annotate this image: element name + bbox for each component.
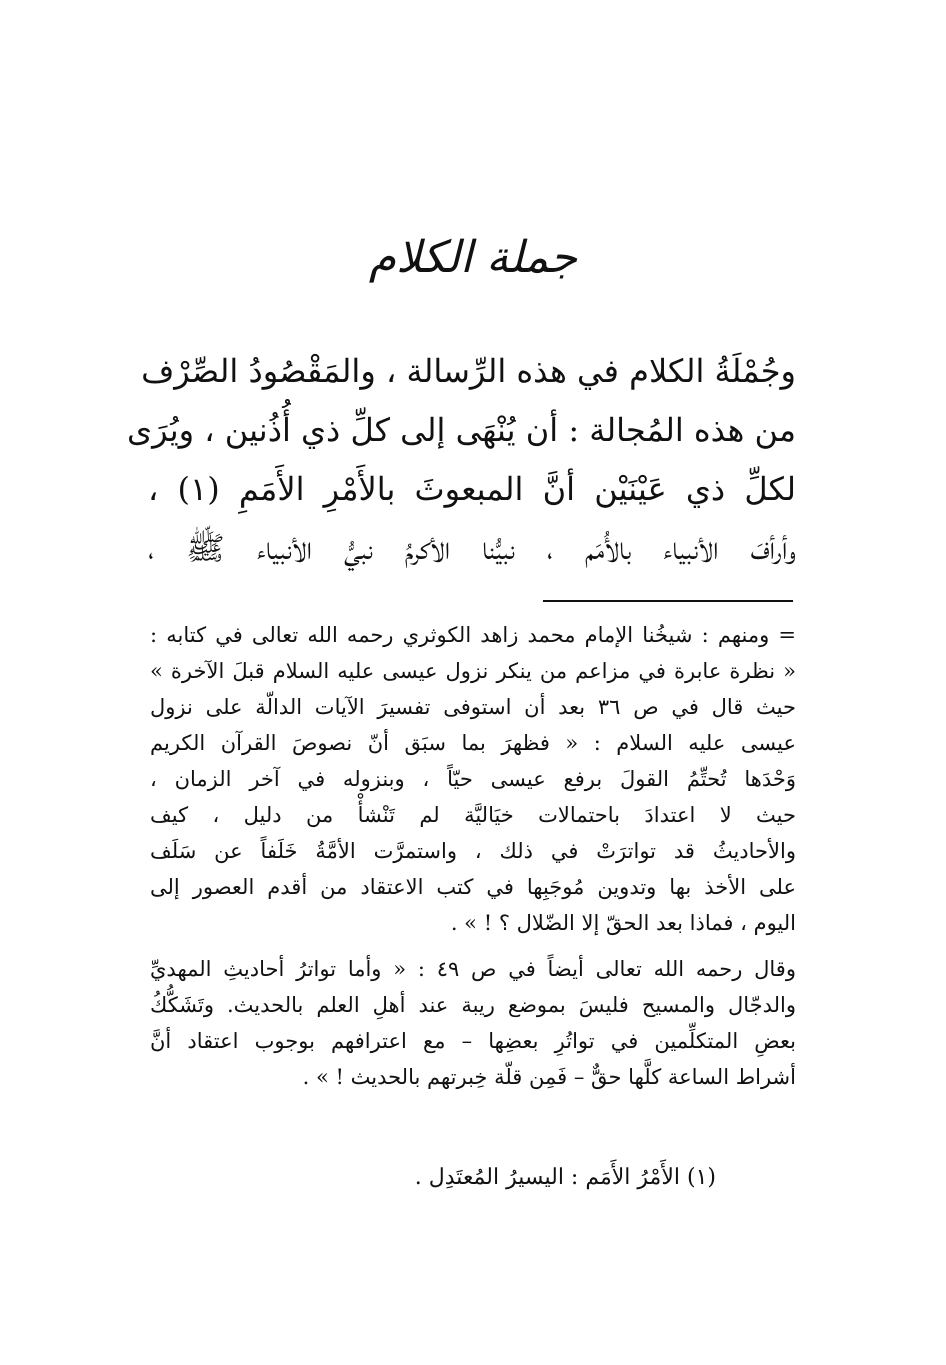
note-line: أشراط الساعة كلَّها حقٌّ – فَمِن قلّة خِبرتهم بالحديث ! » . (302, 1065, 796, 1089)
main-text-line: وأرأفَ الأنبياء بالأُمَم ، نبيُّنا الأكرمُ نبيُّ الأنبياء ﷺ ، (148, 529, 797, 567)
footnote: (١) الأَمْرُ الأَمَم : اليسيرُ المُعتَدِل . (414, 1165, 716, 1190)
main-text (127, 342, 797, 578)
note-line: حيث لا اعتدادَ باحتمالات خيَاليَّة لم تَنْشأْ من دليل ، كيف (150, 803, 796, 827)
main-text-line: من هذه المُجالة : أن يُنْهَى إلى كلِّ ذي أُذُنين ، ويُرَى (127, 411, 796, 449)
note-line: حيث قال في ص ٣٦ بعد أن استوفى تفسيرَ الآيات الدالّة على نزول (150, 695, 796, 719)
note-line: والأحاديثُ قد تواترَتْ في ذلك ، واستمرَّت الأمَّةُ خَلَفاً عن سَلَف (150, 839, 796, 863)
paragraph-gap (150, 941, 796, 951)
note-line: والدجّال والمسيح فليسَ بموضع ريبة عند أهلِ العلم بالحديث. وتَشَكُّكُ (150, 993, 796, 1017)
section-heading: جملة الكلام (368, 232, 578, 283)
note-line: « نظرة عابرة في مزاعم من ينكر نزول عيسى عليه السلام قبلَ الآخرة » (150, 659, 796, 683)
note-line: اليوم ، فماذا بعد الحقّ إلا الضّلال ؟ ! » . (450, 911, 796, 935)
note-line: = ومنهم : شيخُنا الإمام محمد زاهد الكوثري رحمه الله تعالى في كتابه : (150, 623, 796, 647)
main-text-line: وجُمْلَةُ الكلام في هذه الرِّسالة ، والمَقْصُودُ الصِّرْف (141, 352, 796, 390)
note-line: عيسى عليه السلام : « فظهرَ بما سبَق أنّ نصوصَ القرآن الكريم (150, 731, 796, 755)
note-line: بعضِ المتكلِّمين في تواتُرِ بعضِها – مع اعترافهم بوجوب اعتقاد أنَّ (150, 1029, 796, 1053)
note-line: وقال رحمه الله تعالى أيضاً في ص ٤٩ : « وأما تواترُ أحاديثِ المهديِّ (150, 957, 796, 981)
note-line: على الأخذ بها وتدوين مُوجَبِها في كتب الاعتقاد من أقدم العصور إلى (150, 875, 796, 899)
main-text-line: لكلِّ ذي عَيْنَيْن أنَّ المبعوثَ بالأَمْرِ الأَمَمِ (١) ، (148, 470, 797, 508)
note-line: وَحْدَها تُحتِّمُ القولَ برفع عيسى حيّاً ، وبنزوله في آخر الزمان ، (150, 767, 796, 791)
footnote-separator (543, 600, 793, 602)
footnote-continuation (150, 617, 796, 1095)
